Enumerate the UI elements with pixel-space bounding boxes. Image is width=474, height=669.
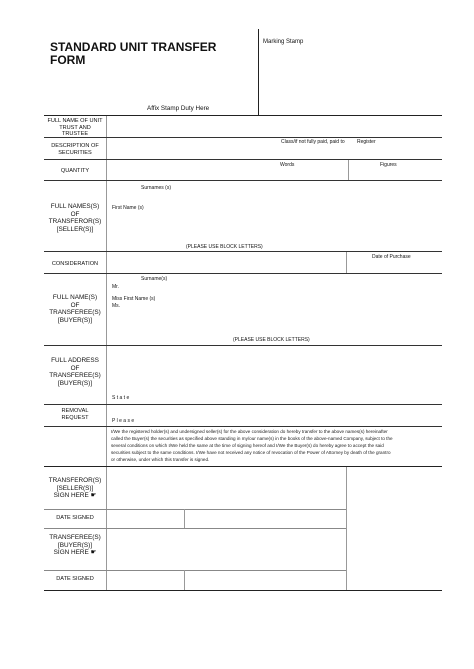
seller-surnames-field[interactable] [160,184,442,194]
register-label: Register [357,139,376,145]
figures-label: Figures [380,162,397,168]
ms-label: Ms. [112,303,121,309]
bottom-rule [44,590,442,591]
date-box-divider [184,509,185,528]
row-rule [44,180,442,181]
unit-trust-field[interactable] [107,116,442,137]
transferor-signature-field[interactable] [107,468,345,508]
transferee-names-label: FULL NAME(S) OF TRANSFEREE(S) [BUYER(S)] [49,294,101,324]
consideration-field[interactable] [107,254,345,272]
marking-stamp-divider [258,29,259,116]
transferee-sign-label: TRANSFEREE(S) [BUYER(S)] SIGN HERE ☛ [49,534,101,557]
unit-trust-label: FULL NAME OF UNIT TRUST AND TRUSTEE [47,118,103,138]
row-rule [44,137,442,138]
quantity-label: QUANTITY [60,168,90,174]
marking-stamp-label: Marking Stamp [263,39,304,45]
row-rule [44,426,442,427]
row-rule [44,570,346,571]
date-signed-label-1: DATE SIGNED [56,515,94,521]
block-letters-note: (PLEASE USE BLOCK LETTERS) [186,244,263,250]
description-label: DESCRIPTION OF SECURITIES [51,143,99,156]
seller-first-name-label: First Name (s) [112,205,144,211]
quantity-figures-field[interactable] [349,168,442,179]
date-of-purchase-field[interactable] [347,261,442,272]
date-box-divider [184,570,185,590]
address-field[interactable] [107,347,442,391]
block-letters-note: (PLEASE USE BLOCK LETTERS) [233,337,310,343]
signature-right-divider [346,467,347,590]
seller-first-name-field[interactable] [140,204,442,234]
consideration-label: CONSIDERATION [51,261,99,267]
signature-section-rule [44,466,442,467]
miss-first-name-label: Miss First Name (s) [112,296,156,302]
date-signed-label-2: DATE SIGNED [56,576,94,582]
transferee-signature-field[interactable] [107,529,345,569]
please-label: P l e a s e [112,418,135,424]
removal-request-label: REMOVAL REQUEST [61,408,89,421]
row-rule [44,509,346,510]
quantity-words-field[interactable] [107,168,347,179]
transferee-date-field[interactable] [107,571,183,589]
date-of-purchase-label: Date of Purchase [372,254,411,260]
form-title-line-2: FORM [50,53,86,67]
row-rule [44,273,442,274]
state-label: S t a t e [112,395,130,401]
affix-stamp-label: Affix Stamp Duty Here [147,105,210,112]
mr-label: Mr. [112,284,119,290]
form-title-line-1: STANDARD UNIT TRANSFER [50,40,217,54]
class-note-label: Class/if not fully paid, paid to [281,139,345,145]
transferor-date-field[interactable] [107,510,183,527]
buyer-surnames-label: Surname(s) [141,276,168,282]
row-rule [44,159,442,160]
seller-surnames-label: Surnames (s) [141,185,172,191]
address-label: FULL ADDRESS OF TRANSFEREE(S) [BUYER(S)] [49,357,101,387]
row-rule [44,251,442,252]
description-field[interactable] [107,145,442,159]
transferor-names-label: FULL NAMES(S) OF TRANSFEROR(S) [SELLER(S)] [48,203,102,233]
declaration-text: I/We the registered holder(s) and undersigned seller(s) for the above consideration do hereby transfer to the above names(s) hereinafter called the Buyer(s) the securities as specified above standing in my/our name(s) in the books of the above-named Company, subject to the several conditions on which I/We held the same at the time of signing hereof and I/We the Buyer(s) do hereby agree to accept the said securities subject to the same conditions. I/We have not received any notice of revocation of the Power of Attorney by death of the grantro or otherwise, under which this transfer is signed. [111,429,393,462]
transferor-sign-label: TRANSFEROR(S) [SELLER(S)] SIGN HERE ☛ [48,477,102,500]
buyer-first-name-field[interactable] [155,295,442,325]
removal-request-field[interactable] [107,405,442,425]
words-label: Words [280,162,295,168]
buyer-surnames-field[interactable] [165,275,442,285]
row-rule [44,345,442,346]
